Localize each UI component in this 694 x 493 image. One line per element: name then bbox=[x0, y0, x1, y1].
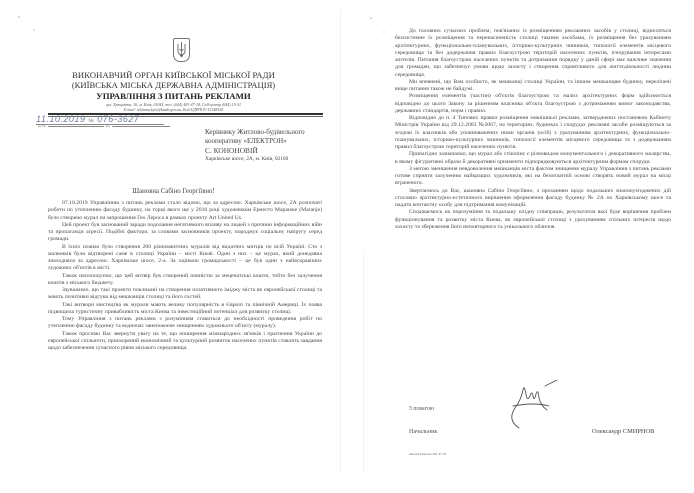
reference-from-label: від bbox=[105, 124, 111, 128]
letter-body-page-1 bbox=[48, 200, 322, 352]
paragraph: До головних сучасних проблем, пов'язаних із розміщенням рекламних засобів у столиці, відносяться безсистемне їх розміщення та перенасиченість столиці такими засобами, їх розміщення без урахуванням архітектурних, функціонально-планувальних, історико-культурних чинників, типології елементів місцевого середовища та без додержання правил благоустрою територій населених пунктів, ігнорування інтересами жителів. Питання благоустрою населених пунктів та дотримання порядку у даній сфері має важливе значення для громадян, що забезпечує умови щодо захисту і створення сприятливого для життєдіяльності людини середовища. bbox=[395, 28, 671, 78]
paragraph: Зауважимо, що такі проекти покликані на створення позитивного іміджу міста як європейської столиці та мають позитивні відгуки від мешканців столиці та його гостей. bbox=[48, 287, 322, 301]
paragraph: Цей проект був заснований заради подолання негативного впливу на людей з причини інформаційних війн та пропаганди агресії. Подібні фактори, за словами засновників проекту, породжує соціальну напругу серед громади. bbox=[48, 221, 322, 243]
scan-speck bbox=[18, 16, 20, 18]
scan-speck bbox=[370, 17, 372, 19]
paragraph: З метою зменшення невдоволення мешканців міста фактом знищення муралу Управління з питань реклами готове сприяти залученню найкращих художників, які на безоплатній основі створять новий мурал на місці втраченого. bbox=[395, 165, 671, 187]
department-name: УПРАВЛІННЯ З ПИТАНЬ РЕКЛАМИ bbox=[96, 91, 251, 101]
paragraph: В їхніх планах було створення 200 різноманітних муралів від видатних митців по всій Україні. Сто з малюнків були відтворені саме в столиці України – місті Києві. Один з них – це мурал, який донедавна знаходився за адресою: Харківське шосе, 2-а. За оцінкою громадськості – це був один з найяскравіших художних об'єктів в місті. bbox=[48, 243, 322, 272]
paragraph: Сподіваємось на порозуміння та подальшу плідну співпрацю, результатом якої буде вирішення проблем функціонування та розвитку міста Києва, як європейської столиці з урахуванням спільних інтересів щодо захисту та збереження його неповторного та унікального обличчя. bbox=[395, 209, 671, 230]
letter-body-page-2 bbox=[395, 28, 671, 231]
letter-page-2 bbox=[347, 0, 694, 493]
paragraph: Розміщення елементів (частин) об'єктів благоустрою та малих архітектурних форм здійснюється відповідно до цього Закону за рішенням власника об'єкта благоустрою з дотриманням вимог законодавства, державних стандартів, норм і правил. bbox=[395, 93, 671, 114]
executor-contact: Оксана Поножа 481 47 18 bbox=[409, 452, 447, 456]
scan-speck bbox=[33, 29, 35, 31]
addressee-block bbox=[205, 128, 305, 163]
paragraph: Також наголошуємо, що цей витвір був створений повністю за меценатські кошти, тобто без залучення коштів з міського бюджету. bbox=[48, 272, 322, 286]
coat-of-arms-icon bbox=[173, 38, 190, 62]
org-name-line-1: ВИКОНАВЧИЙ ОРГАН КИЇВСЬКОЇ МІСЬКОЇ РАДИ bbox=[72, 70, 275, 80]
registration-stamp bbox=[36, 114, 139, 124]
reference-from-blank bbox=[112, 126, 170, 127]
closing-phrase: З повагою bbox=[409, 406, 435, 412]
signatory-name: Олександр СМИРНОВ bbox=[592, 428, 655, 435]
signature-icon bbox=[505, 380, 575, 430]
reference-blank bbox=[48, 126, 104, 127]
contact-email: E-mail: reklama.kyiv@kmda.gov.ua, Код ЄДРПОУ 41348526 bbox=[123, 107, 224, 112]
reference-label: на № bbox=[38, 124, 46, 128]
addressee-address: Харківське шосе, 2А, м. Київ, 02160 bbox=[205, 156, 289, 162]
salutation: Шановна Сабіно Георгіївно! bbox=[132, 188, 215, 195]
scan-speck bbox=[383, 31, 385, 33]
addressee-title-2: кооперативу «ЕЛЕКТРОН» bbox=[205, 137, 287, 145]
reference-line bbox=[38, 124, 172, 128]
registration-date: 11.10.2019 bbox=[36, 114, 86, 124]
addressee-title-1: Керівнику Житлово-будівельного bbox=[205, 128, 305, 136]
paragraph: Ми впевнені, що Вам особисто, як мешканці столиці України, та іншим мешканцям будинку, перелічені вище питання також не байдужі. bbox=[395, 78, 671, 92]
paragraph: Принагідно зазначаємо, що мурал або стінопис є різновидом монументального і декоративного малярства, в якому фігуративні образи й декоративні орнаменти підпорядковуються архітектурним формам споруди. bbox=[395, 151, 671, 165]
paragraph: Такі витвори мистецтва як мурали мають велику популярність в Європі та північній Америці. Їх поява підвищила туристичну привабливість міста Києва та інвестиційний потенціал для розвитку столиці. bbox=[48, 301, 322, 315]
registration-number-prefix: № bbox=[88, 118, 95, 124]
paragraph: 07.10.2019 Управлінню з питань реклами стало відомо, що за адресою: Харківське шосе, 2А розпочаті роботи по утепленню фасаду будинку, на торці якого ще у 2016 році художником Ернесто Маранже (Maranje) було створено мурал на запрошення Гео Лероса в рамках проекту Art United Us. bbox=[48, 200, 322, 221]
signatory-position: Начальник bbox=[409, 428, 438, 435]
addressee-name: С. КОНОНОВІЙ bbox=[205, 146, 258, 155]
registration-number: 076-3627 bbox=[97, 114, 140, 124]
contact-address: вул. Хрещатик, 36, м. Київ, 01044, тел. (044) 481-47-18, Call-центр (044) 15-51 bbox=[106, 102, 241, 107]
paragraph: Тому Управління з питань реклами з розумінням ставиться до необхідності проведення робіт по утепленню фасаду будинку та водночас занепокоєне знищенням художнього об'єкту (муралу). bbox=[48, 316, 322, 330]
org-name-line-2: (КИЇВСЬКА МІСЬКА ДЕРЖАВНА АДМІНІСТРАЦІЯ) bbox=[71, 80, 276, 90]
paragraph: Звертаємось до Вас, шановна Сабіно Георгіївно, з проханням щодо подальших взаємоузгоджених дій стосовно архітектурно-естетичного вирішення оформлення фасаду будинку № 2А по Харківському шосе та надати контактну особу для підтримання комунікацій. bbox=[395, 187, 671, 208]
paragraph: Також просимо Вас звернути увагу на те, що поширення міжнародних зв'язків і прагнення України до європейської спільноти, прискорений економічний та культурний розвиток населених пунктів ставлять завдання щодо забезпечення сучасного рівня міського середовища. bbox=[48, 330, 322, 351]
paragraph: Відповідно до п. 4 Типових правил розміщення зовнішньої реклами, затверджених постановою Кабінету Міністрів України від 29.12.2003 №2067, на територіях, будинках і спорудах рекламні засоби розміщуються за згодою їх власників або уповноважених ними органів (осіб) з урахуванням архітектурних, функціонально-планувальних, історико-культурних чинників, типології елементів місцевого середовища та з додержанням правил благоустрою територій населених пунктів. bbox=[395, 115, 671, 150]
